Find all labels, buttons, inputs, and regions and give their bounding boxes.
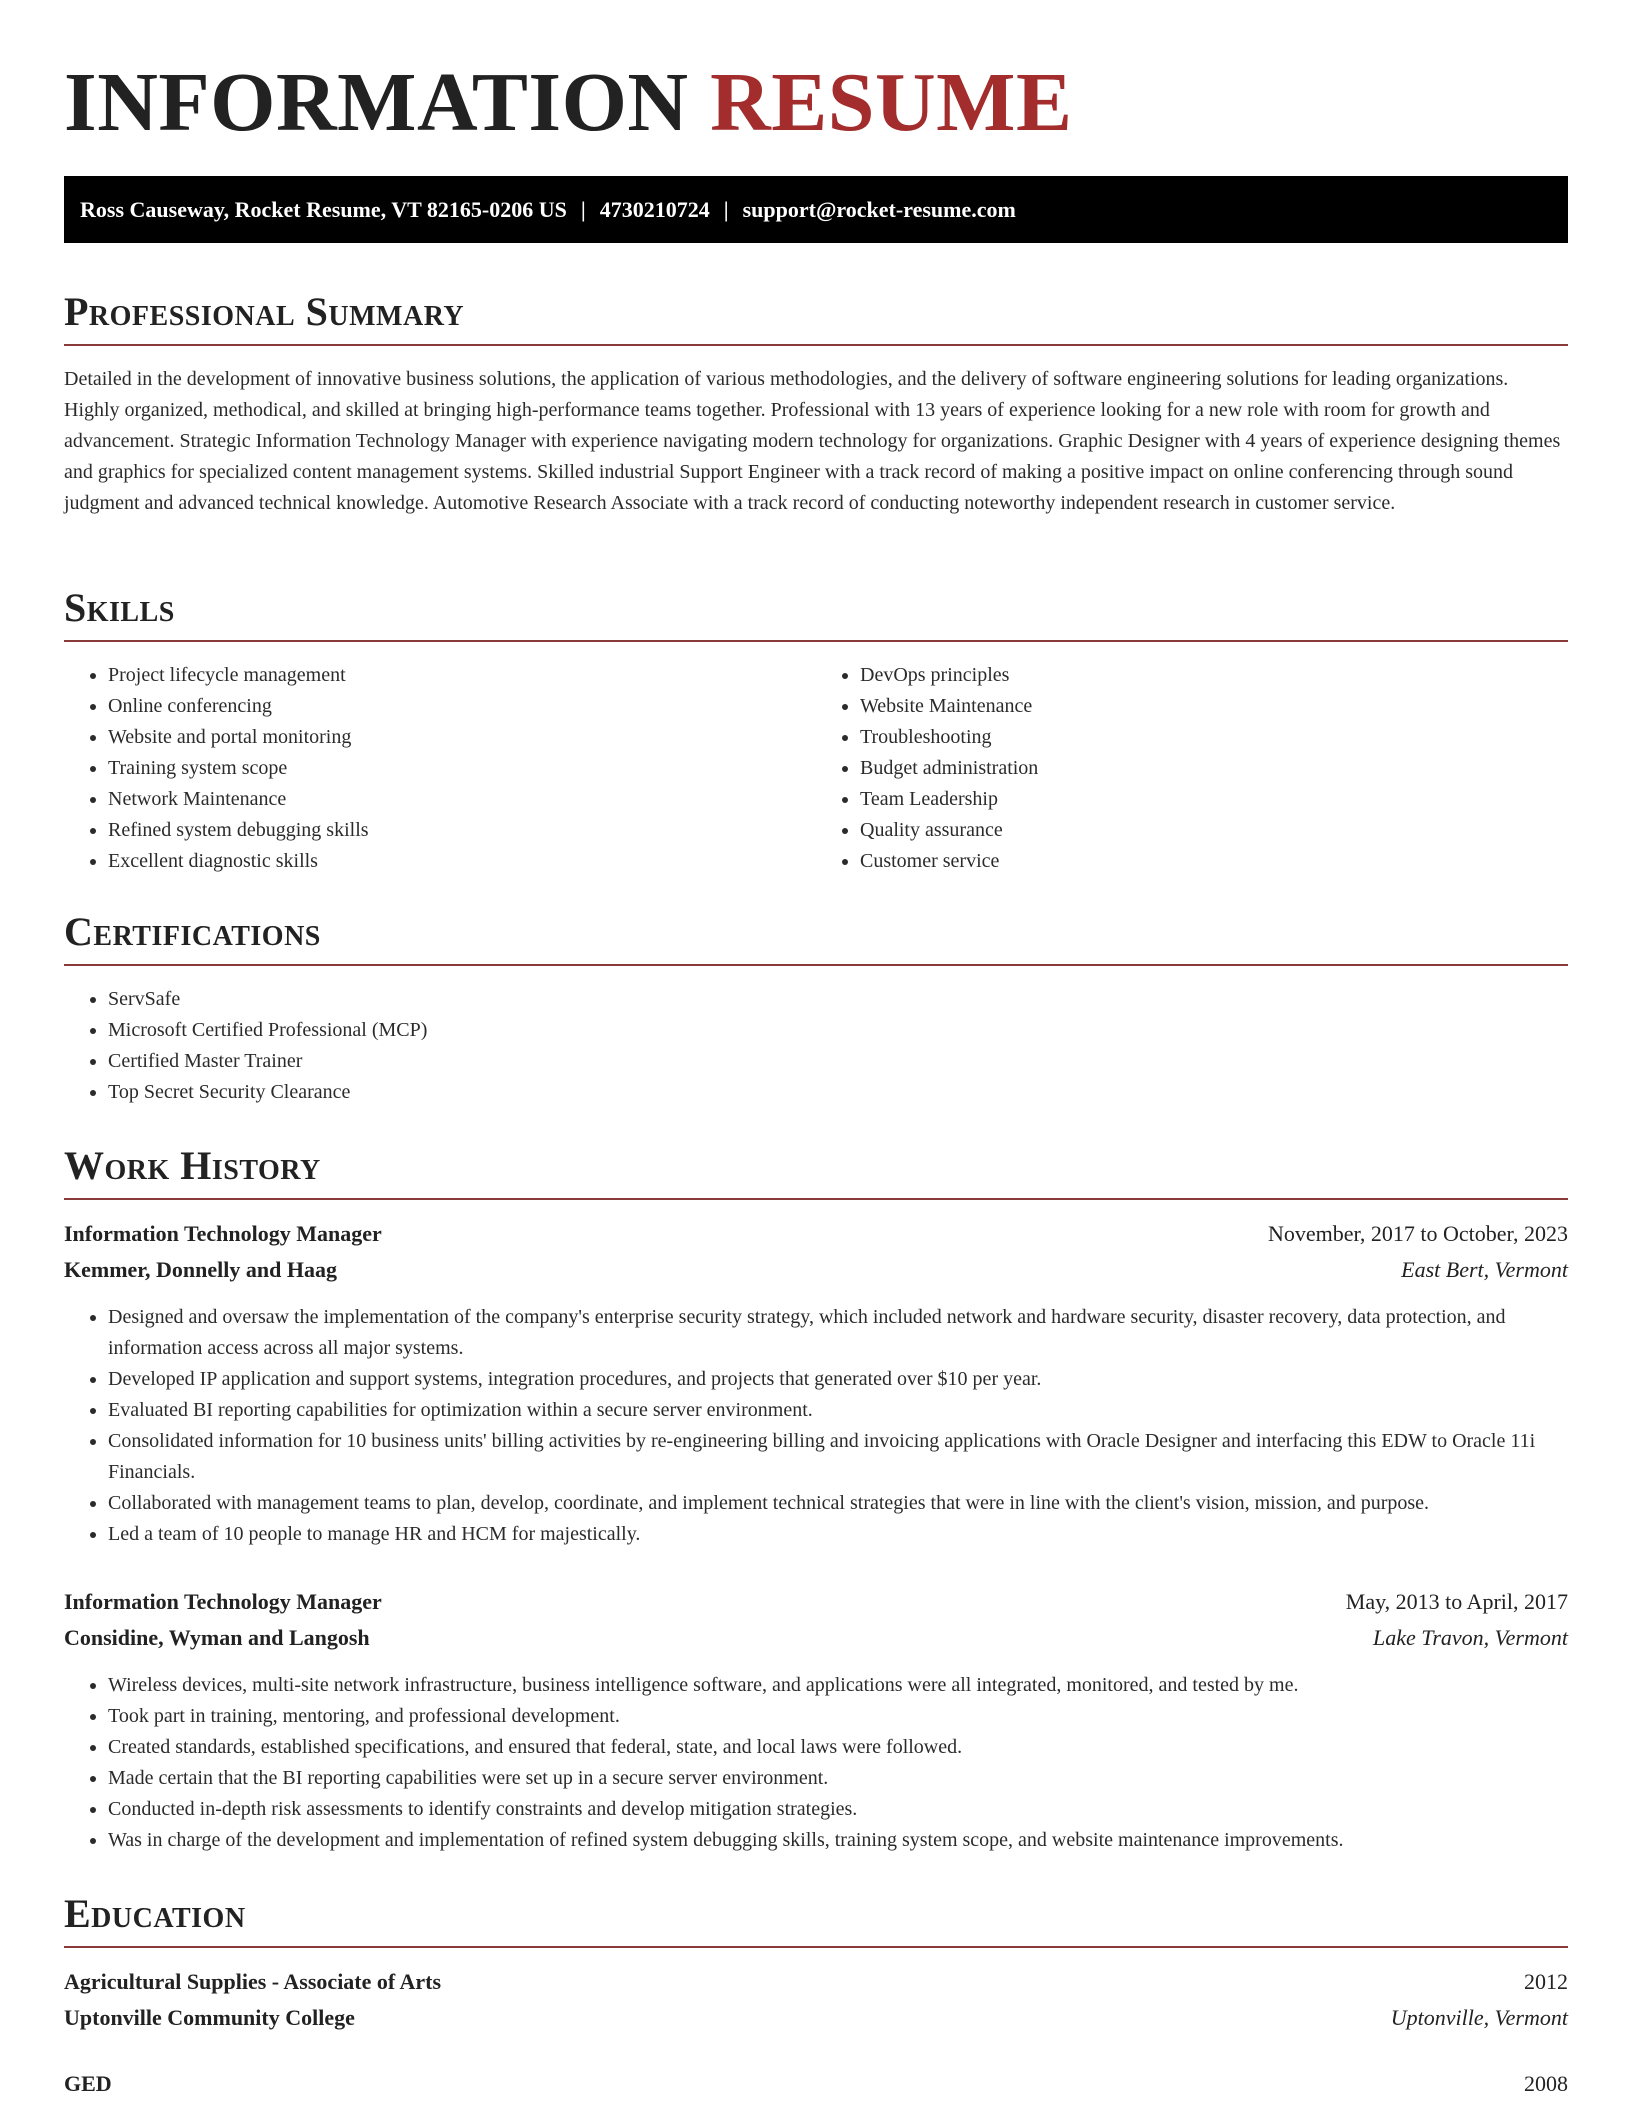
name-first: INFORMATION [64, 56, 689, 149]
resume-name-heading [64, 0, 1568, 150]
skills-list-left [64, 660, 816, 877]
skill-item: • Budget administration [860, 753, 1568, 784]
section-divider [64, 344, 1568, 346]
resume-page [64, 0, 1568, 2096]
job-duties-list [64, 1302, 1568, 1550]
skill-item: • Team Leadership [860, 784, 1568, 815]
job-duty-item: • Collaborated with management teams to plan, develop, coordinate, and implement technical strategies that were in line with the client's vision, mission, and purpose. [108, 1488, 1568, 1519]
summary-text: Detailed in the development of innovative business solutions, the application of various methodologies, and the delivery of software engineering solutions for leading organizations. Highly organized, methodical, and skilled at bringing high-performance teams together. Professional with 13 years of experience looking for a new role with room for growth and advancement. Strategic Information Technology Manager with experience navigating modern technology for organizations. Graphic Designer with 4 years of experience designing themes and graphics for specialized content management systems. Skilled industrial Support Engineer with a track record of making a positive impact on online conferencing through sound judgment and advanced technical knowledge. Automotive Research Associate with a track record of conducting noteworthy independent research in customer service. [64, 368, 1561, 514]
job-duty-item: • Was in charge of the development and implementation of refined system debugging skills, training system scope, and website maintenance improvements. [108, 1825, 1568, 1856]
job-title: Information Technology Manager [64, 1221, 382, 1246]
job-header-row [64, 1584, 1568, 1620]
section-skills [64, 584, 1568, 877]
skill-item: • Refined system debugging skills [108, 815, 816, 846]
section-title-education: Education [64, 1891, 246, 1936]
job-company-row [64, 1252, 1568, 1288]
certification-item: • ServSafe [108, 984, 1568, 1015]
job-location: East Bert, Vermont [1401, 1257, 1568, 1282]
skill-item: • Excellent diagnostic skills [108, 846, 816, 877]
contact-separator: | [723, 197, 729, 222]
section-certifications [64, 908, 1568, 1108]
job-duty-item: • Consolidated information for 10 business units' billing activities by re-engineering billing and invoicing applications with Oracle Designer and interfacing this EDW to Oracle 11i Financials. [108, 1426, 1568, 1488]
section-work-history [64, 1142, 1568, 1856]
job-duty-item: • Made certain that the BI reporting capabilities were set up in a secure server environment. [108, 1763, 1568, 1794]
education-entry [64, 1964, 1568, 2036]
skill-item: • Website Maintenance [860, 691, 1568, 722]
job-duty-item: • Led a team of 10 people to manage HR and HCM for majestically. [108, 1519, 1568, 1550]
education-degree: GED [64, 2071, 112, 2096]
job-title: Information Technology Manager [64, 1589, 382, 1614]
certification-item: • Top Secret Security Clearance [108, 1077, 1568, 1108]
section-title-work-history: Work History [64, 1143, 321, 1188]
section-divider [64, 964, 1568, 966]
skill-item: • Website and portal monitoring [108, 722, 816, 753]
education-location: Uptonville, Vermont [1390, 2005, 1568, 2030]
job-dates: May, 2013 to April, 2017 [1345, 1589, 1568, 1614]
job-duty-item: • Took part in training, mentoring, and professional development. [108, 1701, 1568, 1732]
job-duty-item: • Created standards, established specifications, and ensured that federal, state, and local laws were followed. [108, 1732, 1568, 1763]
job-duties-list [64, 1670, 1568, 1856]
job-duty-item: • Conducted in-depth risk assessments to identify constraints and develop mitigation strategies. [108, 1794, 1568, 1825]
skill-item: • Quality assurance [860, 815, 1568, 846]
job-company: Considine, Wyman and Langosh [64, 1625, 370, 1650]
contact-email: support@rocket-resume.com [742, 197, 1016, 222]
education-school: Uptonville Community College [64, 2005, 355, 2030]
skill-item: • Troubleshooting [860, 722, 1568, 753]
job-company: Kemmer, Donnelly and Haag [64, 1257, 337, 1282]
job-duty-item: • Developed IP application and support systems, integration procedures, and projects that generated over $10 per year. [108, 1364, 1568, 1395]
contact-address: Ross Causeway, Rocket Resume, VT 82165-0206 US [80, 197, 567, 222]
section-title-summary: Professional Summary [64, 289, 465, 334]
skill-item: • Customer service [860, 846, 1568, 877]
skill-item: • Network Maintenance [108, 784, 816, 815]
job-entry [64, 1216, 1568, 1550]
job-duty-item: • Designed and oversaw the implementation of the company's enterprise security strategy, which included network and hardware security, disaster recovery, data protection, and information access across all major systems. [108, 1302, 1568, 1364]
skill-item: • Training system scope [108, 753, 816, 784]
education-degree: Agricultural Supplies - Associate of Arts [64, 1969, 442, 1994]
skill-item: • Project lifecycle management [108, 660, 816, 691]
section-title-skills: Skills [64, 585, 175, 630]
contact-separator: | [580, 197, 586, 222]
job-duty-item: • Wireless devices, multi-site network infrastructure, business intelligence software, and applications were all integrated, monitored, and tested by me. [108, 1670, 1568, 1701]
education-entry [64, 2066, 1568, 2102]
name-last: RESUME [710, 56, 1073, 149]
section-professional-summary [64, 288, 1568, 519]
section-divider [64, 1946, 1568, 1948]
skill-item: • DevOps principles [860, 660, 1568, 691]
certification-item: • Certified Master Trainer [108, 1046, 1568, 1077]
certification-item: • Microsoft Certified Professional (MCP) [108, 1015, 1568, 1046]
job-dates: November, 2017 to October, 2023 [1267, 1221, 1568, 1246]
education-year: 2012 [1524, 1969, 1568, 1994]
job-duty-item: • Evaluated BI reporting capabilities for optimization within a secure server environment. [108, 1395, 1568, 1426]
education-header-row [64, 1964, 1568, 2000]
skills-list-right [816, 660, 1568, 877]
education-year: 2008 [1524, 2071, 1568, 2096]
section-title-certifications: Certifications [64, 909, 321, 954]
contact-bar [64, 176, 1568, 243]
education-header-row [64, 2066, 1568, 2102]
skills-columns [64, 642, 1568, 877]
skill-item: • Online conferencing [108, 691, 816, 722]
job-location: Lake Travon, Vermont [1373, 1625, 1568, 1650]
job-header-row [64, 1216, 1568, 1252]
contact-phone: 4730210724 [599, 197, 710, 222]
education-school-row [64, 2000, 1568, 2036]
job-company-row [64, 1620, 1568, 1656]
section-divider [64, 1198, 1568, 1200]
job-entry [64, 1584, 1568, 1856]
certifications-list [64, 984, 1568, 1108]
section-education [64, 1890, 1568, 2102]
